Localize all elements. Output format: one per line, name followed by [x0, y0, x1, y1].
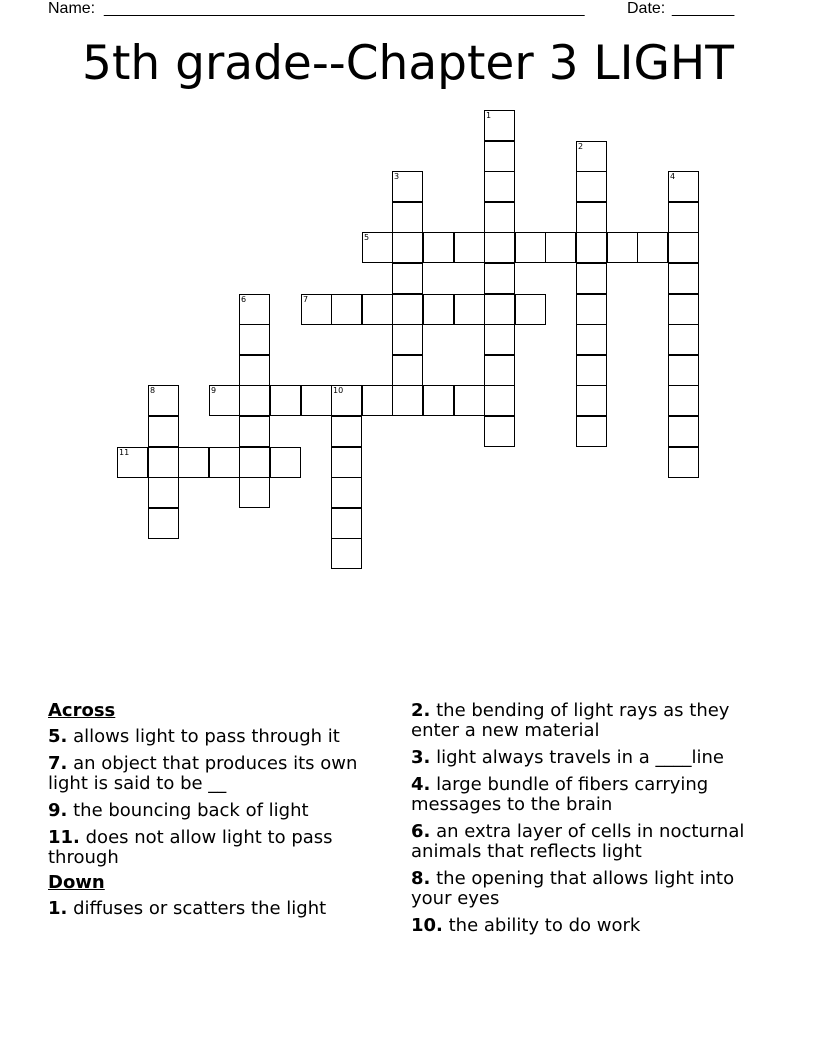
crossword-cell[interactable]	[576, 416, 607, 447]
clue-item	[411, 869, 771, 909]
crossword-cell[interactable]	[239, 294, 270, 325]
crossword-cell[interactable]	[576, 141, 607, 172]
clues-column-left	[48, 701, 393, 926]
crossword-cell[interactable]	[576, 263, 607, 294]
crossword-cell[interactable]	[668, 232, 699, 263]
clue-number: 8.	[411, 868, 431, 889]
down-clue-list-right	[411, 701, 771, 936]
clue-item	[48, 899, 393, 919]
crossword-cell[interactable]	[515, 232, 546, 263]
clue-item	[48, 828, 393, 868]
across-clue-list	[48, 727, 393, 868]
crossword-cell[interactable]	[392, 171, 423, 202]
crossword-cell[interactable]	[484, 355, 515, 386]
crossword-cell[interactable]	[239, 355, 270, 386]
clue-number: 5.	[48, 726, 68, 747]
crossword-cell[interactable]	[607, 232, 638, 263]
clue-text: allows light to pass through it	[73, 726, 340, 747]
crossword-cell[interactable]	[392, 263, 423, 294]
cell-number: 5	[364, 233, 370, 242]
crossword-cell[interactable]	[576, 355, 607, 386]
cell-number: 9	[211, 386, 217, 395]
crossword-cell[interactable]	[668, 263, 699, 294]
crossword-cell[interactable]	[484, 263, 515, 294]
cell-number: 11	[119, 448, 130, 457]
crossword-cell[interactable]	[484, 110, 515, 141]
crossword-cell[interactable]	[668, 355, 699, 386]
crossword-cell[interactable]	[362, 294, 393, 325]
crossword-cell[interactable]	[423, 385, 454, 416]
crossword-cell[interactable]	[484, 232, 515, 263]
crossword-cell[interactable]	[668, 171, 699, 202]
crossword-cell[interactable]	[239, 447, 270, 478]
crossword-cell[interactable]	[576, 171, 607, 202]
date-field[interactable]: _______	[672, 0, 735, 17]
crossword-cell[interactable]	[362, 385, 393, 416]
clue-item	[411, 775, 771, 815]
crossword-cell[interactable]	[484, 385, 515, 416]
clue-number: 9.	[48, 800, 68, 821]
cell-number: 3	[394, 172, 400, 181]
clue-number: 11.	[48, 827, 80, 848]
name-label: Name:	[48, 0, 96, 17]
crossword-cell[interactable]	[576, 324, 607, 355]
clue-text: an object that produces its own light is said to be __	[48, 753, 358, 794]
crossword-cell[interactable]	[668, 324, 699, 355]
crossword-cell[interactable]	[392, 202, 423, 233]
crossword-cell[interactable]	[301, 385, 332, 416]
clue-text: the bending of light rays as they enter a new material	[411, 700, 730, 741]
down-heading: Down	[48, 872, 105, 893]
crossword-cell[interactable]	[392, 294, 423, 325]
crossword-cell[interactable]	[239, 324, 270, 355]
clue-number: 2.	[411, 700, 431, 721]
crossword-cell[interactable]	[270, 385, 301, 416]
crossword-cell[interactable]	[148, 508, 179, 539]
crossword-cell[interactable]	[484, 141, 515, 172]
clue-text: the opening that allows light into your eyes	[411, 868, 735, 909]
crossword-cell[interactable]	[392, 324, 423, 355]
clue-number: 3.	[411, 747, 431, 768]
crossword-cell[interactable]	[484, 202, 515, 233]
crossword-cell[interactable]	[331, 477, 362, 508]
crossword-cell[interactable]	[392, 385, 423, 416]
crossword-cell[interactable]	[668, 202, 699, 233]
crossword-cell[interactable]	[331, 447, 362, 478]
cell-number: 2	[578, 142, 584, 151]
crossword-cell[interactable]	[178, 447, 209, 478]
crossword-cell[interactable]	[454, 294, 485, 325]
clue-text: does not allow light to pass through	[48, 827, 333, 868]
crossword-cell[interactable]	[454, 385, 485, 416]
crossword-cell[interactable]	[148, 385, 179, 416]
crossword-cell[interactable]	[148, 447, 179, 478]
crossword-cell[interactable]	[454, 232, 485, 263]
clue-text: an extra layer of cells in nocturnal animals that reflects light	[411, 821, 745, 862]
cell-number: 8	[150, 386, 156, 395]
crossword-cell[interactable]	[576, 232, 607, 263]
crossword-cell[interactable]	[576, 202, 607, 233]
crossword-cell[interactable]	[392, 232, 423, 263]
clue-text: large bundle of fibers carrying messages to the brain	[411, 774, 709, 815]
crossword-cell[interactable]	[668, 416, 699, 447]
clue-text: the ability to do work	[448, 915, 641, 936]
crossword-cell[interactable]	[331, 508, 362, 539]
clue-text: the bouncing back of light	[73, 800, 309, 821]
clue-number: 1.	[48, 898, 68, 919]
crossword-cell[interactable]	[576, 385, 607, 416]
crossword-cell[interactable]	[668, 294, 699, 325]
crossword-cell[interactable]	[117, 447, 148, 478]
clue-number: 7.	[48, 753, 68, 774]
crossword-cell[interactable]	[331, 294, 362, 325]
crossword-cell[interactable]	[239, 385, 270, 416]
crossword-cell[interactable]	[239, 416, 270, 447]
crossword-cell[interactable]	[668, 385, 699, 416]
clue-text: light always travels in a ____line	[436, 747, 724, 768]
clue-number: 4.	[411, 774, 431, 795]
crossword-cell[interactable]	[515, 294, 546, 325]
crossword-cell[interactable]	[331, 385, 362, 416]
crossword-cell[interactable]	[148, 477, 179, 508]
clues-column-right	[411, 701, 771, 943]
crossword-cell[interactable]	[331, 416, 362, 447]
across-heading: Across	[48, 700, 116, 721]
clue-item	[411, 701, 771, 741]
crossword-cell[interactable]	[331, 538, 362, 569]
crossword-cell[interactable]	[423, 294, 454, 325]
clue-number: 10.	[411, 915, 443, 936]
crossword-cell[interactable]	[637, 232, 668, 263]
clue-text: diffuses or scatters the light	[73, 898, 327, 919]
page-title: 5th grade--Chapter 3 LIGHT	[82, 36, 734, 91]
clue-item	[411, 822, 771, 862]
cell-number: 6	[241, 295, 247, 304]
crossword-cell[interactable]	[209, 447, 240, 478]
clue-item	[48, 801, 393, 821]
crossword-cell[interactable]	[668, 447, 699, 478]
crossword-cell[interactable]	[209, 385, 240, 416]
crossword-cell[interactable]	[484, 324, 515, 355]
crossword-cell[interactable]	[148, 416, 179, 447]
name-field[interactable]: ______________________________________________________	[104, 0, 585, 17]
crossword-cell[interactable]	[423, 232, 454, 263]
clue-number: 6.	[411, 821, 431, 842]
clue-item	[411, 748, 771, 768]
crossword-cell[interactable]	[392, 355, 423, 386]
crossword-cell[interactable]	[362, 232, 393, 263]
crossword-cell[interactable]	[270, 447, 301, 478]
cell-number: 4	[670, 172, 676, 181]
cell-number: 10	[333, 386, 344, 395]
clue-item	[48, 727, 393, 747]
crossword-cell[interactable]	[484, 171, 515, 202]
cell-number: 1	[486, 111, 492, 120]
crossword-cell[interactable]	[545, 232, 576, 263]
down-clue-list-left	[48, 899, 393, 919]
date-label: Date:	[627, 0, 666, 17]
clue-item	[48, 754, 393, 794]
crossword-cell[interactable]	[301, 294, 332, 325]
crossword-cell[interactable]	[484, 416, 515, 447]
cell-number: 7	[303, 295, 309, 304]
clue-item	[411, 916, 771, 936]
crossword-cell[interactable]	[576, 294, 607, 325]
crossword-cell[interactable]	[239, 477, 270, 508]
crossword-cell[interactable]	[484, 294, 515, 325]
